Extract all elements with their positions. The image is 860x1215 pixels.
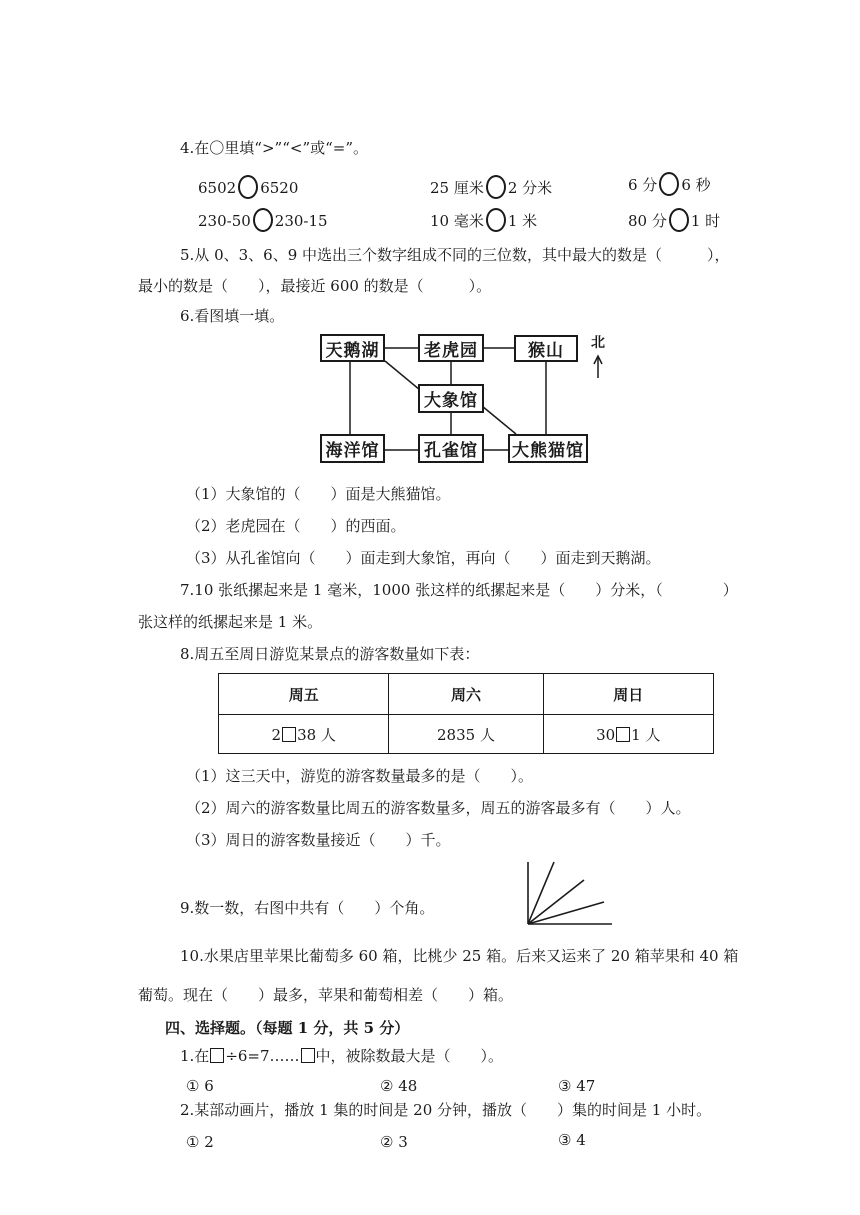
- place-monkey-hill: 猴山: [514, 335, 578, 362]
- q8-title: 8.周五至周日游览某景点的游客数量如下表：: [180, 645, 480, 663]
- place-swan-lake: 天鹅湖: [320, 334, 385, 362]
- table-row: [219, 715, 714, 754]
- friday-prefix: 2: [271, 725, 282, 744]
- q7-line-1: 7.10 张纸摞起来是 1 毫米，1000 张这样的纸摞起来是（ ）分米，（ ）: [180, 581, 738, 599]
- compare-right: 1 米: [507, 212, 538, 230]
- choice-2-option-2[interactable]: ② 3: [380, 1133, 408, 1151]
- q8-sub-3: （3）周日的游客数量接近（ ）千。: [186, 831, 451, 849]
- header-saturday: 周六: [389, 674, 543, 715]
- choice-2-question: 2.某部动画片，播放 1 集的时间是 20 分钟，播放（ ）集的时间是 1 小时。: [180, 1101, 712, 1119]
- choice-2-option-3[interactable]: ③ 4: [558, 1131, 586, 1149]
- sunday-suffix: 1 人: [631, 725, 661, 744]
- dividend-box[interactable]: [210, 1048, 224, 1063]
- connector-elephant-panda-diag: [482, 406, 516, 434]
- q10-line-2: 葡萄。现在（ ）最多，苹果和葡萄相差（ ）箱。: [138, 986, 514, 1004]
- compare-left: 80 分: [628, 212, 667, 230]
- compare-left: 230-50: [198, 212, 251, 230]
- q6-sub-2: （2）老虎园在（ ）的西面。: [186, 517, 406, 535]
- connector-swan-elephant-diag: [385, 361, 420, 390]
- choice-1-suffix: 中，被除数最大是（ ）。: [315, 1047, 504, 1065]
- compare-right: 230-15: [274, 212, 328, 230]
- angle-ray-4: [528, 902, 604, 924]
- compare-left: 25 厘米: [430, 179, 484, 197]
- section-4-title: 四、选择题。（每题 1 分，共 5 分）: [165, 1019, 410, 1037]
- angle-figure: [520, 858, 620, 928]
- compare-left: 6502: [198, 179, 237, 197]
- friday-suffix: 38 人: [297, 725, 336, 744]
- q10-line-1: 10.水果店里苹果比葡萄多 60 箱，比桃少 25 箱。后来又运来了 20 箱苹果和 40 箱: [180, 947, 739, 965]
- compare-left: 6 分: [628, 176, 658, 194]
- cell-saturday: 2835 人: [389, 715, 543, 754]
- place-elephant-hall: 大象馆: [418, 384, 484, 413]
- q6-sub-3: （3）从孔雀馆向（ ）面走到大象馆，再向（ ）面走到天鹅湖。: [186, 549, 661, 567]
- place-ocean-hall: 海洋馆: [320, 434, 385, 463]
- q7-line-2: 张这样的纸摞起来是 1 米。: [138, 613, 323, 631]
- compare-left: 10 毫米: [430, 212, 484, 230]
- q5-line-2: 最小的数是（ ），最接近 600 的数是（ ）。: [138, 277, 492, 295]
- compare-right: 2 分米: [507, 179, 553, 197]
- compare-right: 6 秒: [681, 176, 711, 194]
- compare-right: 1 时: [690, 212, 721, 230]
- remainder-box[interactable]: [301, 1048, 315, 1063]
- q8-sub-1: （1）这三天中，游览的游客数量最多的是（ ）。: [186, 767, 534, 785]
- place-tiger-garden: 老虎园: [418, 334, 484, 362]
- sunday-prefix: 30: [596, 725, 616, 744]
- north-label: 北: [591, 335, 605, 351]
- q6-title: 6.看图填一填。: [180, 307, 285, 325]
- table-header-row: [219, 674, 714, 715]
- q6-sub-1: （1）大象馆的（ ）面是大熊猫馆。: [186, 485, 451, 503]
- q4-title: 4.在〇里填“>”“<”或“=”。: [180, 139, 369, 157]
- header-friday: 周五: [219, 674, 389, 715]
- choice-1-prefix: 1.在: [180, 1047, 210, 1065]
- missing-digit-box[interactable]: [616, 727, 630, 742]
- visitor-table: [218, 673, 714, 754]
- choice-1-option-2[interactable]: ② 48: [380, 1077, 418, 1095]
- choice-1-middle: ÷6=7……: [225, 1047, 300, 1065]
- choice-1-option-3[interactable]: ③ 47: [558, 1077, 596, 1095]
- q8-sub-2: （2）周六的游客数量比周五的游客数量多，周五的游客最多有（ ）人。: [186, 799, 691, 817]
- place-peacock-hall: 孔雀馆: [418, 434, 484, 463]
- missing-digit-box[interactable]: [282, 727, 296, 742]
- header-sunday: 周日: [543, 674, 713, 715]
- choice-2-option-1[interactable]: ① 2: [186, 1133, 214, 1151]
- q5-line-1: 5.从 0、3、6、9 中选出三个数字组成不同的三位数，其中最大的数是（ ），: [180, 246, 730, 264]
- place-panda-hall: 大熊猫馆: [508, 434, 588, 463]
- q9-text: 9.数一数，右图中共有（ ）个角。: [180, 899, 435, 917]
- choice-1-question: [180, 1046, 503, 1066]
- cell-friday: [219, 715, 389, 754]
- compare-right: 6520: [260, 179, 299, 197]
- cell-sunday: [543, 715, 713, 754]
- choice-1-option-1[interactable]: ① 6: [186, 1077, 214, 1095]
